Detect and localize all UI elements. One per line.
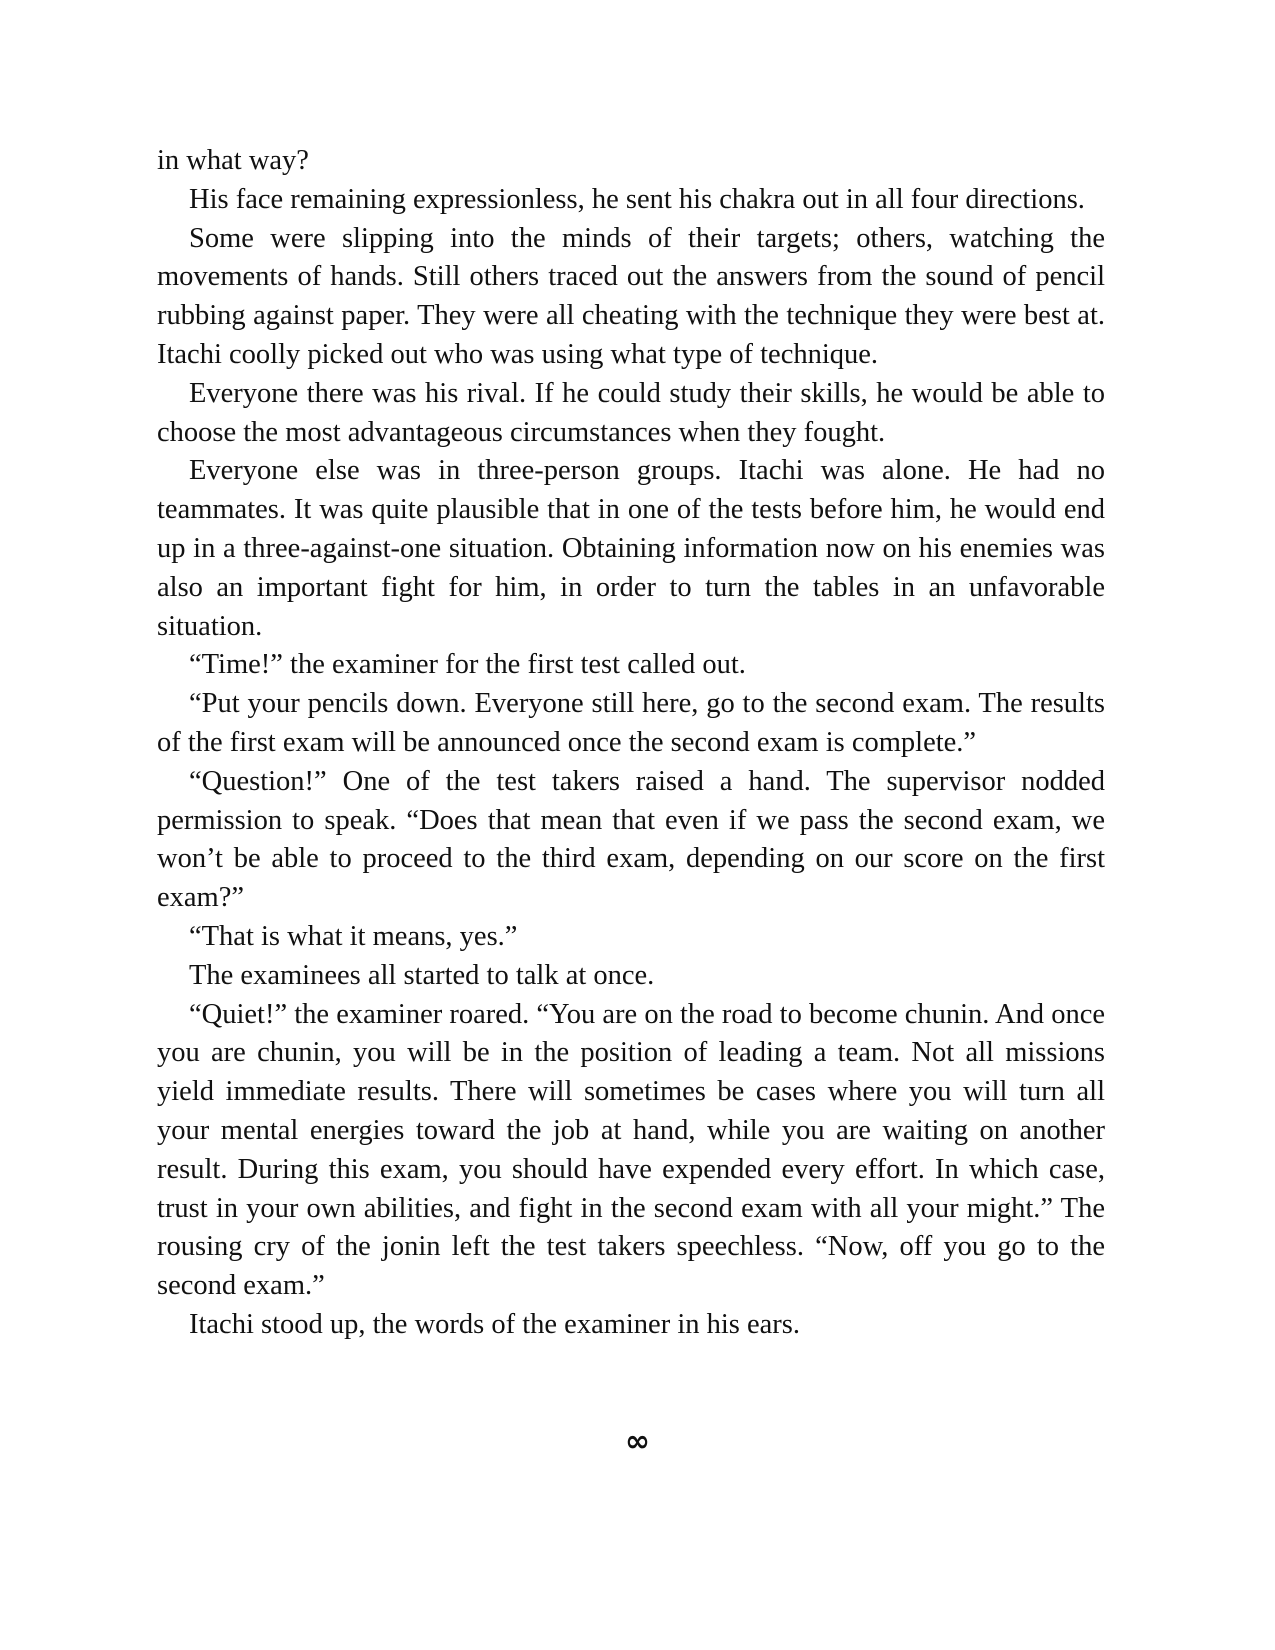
paragraph-itachi-stood: Itachi stood up, the words of the examiner in his ears.: [189, 1308, 801, 1340]
paragraph-chakra: His face remaining expressionless, he sent his chakra out in all four directions.: [189, 183, 1085, 215]
page-body: [157, 142, 1105, 1345]
paragraph-alone: Everyone else was in three-person groups. Itachi was alone. He had no teammates. It was quite plausible that in one of the tests before him, he would end up in a three-against-one situation. Obtaining information now on his enemies was also an important fight for him, in order to turn the tables in an unfavorable situation.: [157, 455, 1105, 642]
section-divider-glyph: ∞: [625, 1424, 650, 1459]
paragraph-question: “Question!” One of the test takers raised a hand. The supervisor nodded permission to speak. “Does that mean that even if we pass the second exam, we won’t be able to proceed to the third exam, depending on our score on the first exam?”: [157, 765, 1105, 914]
paragraph-rival: Everyone there was his rival. If he could study their skills, he would be able to choose the most advantageous circumstances when they fought.: [157, 377, 1105, 448]
paragraph-quiet: “Quiet!” the examiner roared. “You are on the road to become chunin. And once you are chunin, you will be in the position of leading a team. Not all missions yield immediate results. There will sometimes be cases where you will turn all your mental energies toward the job at hand, while you are waiting on another result. During this exam, you should have expended every effort. In which case, trust in your own abilities, and fight in the second exam with all your might.” The rousing cry of the jonin left the test takers speechless. “Now, off you go to the second exam.”: [157, 998, 1105, 1302]
paragraph-examinees-talk: The examinees all started to talk at once.: [189, 959, 655, 991]
paragraph-continuation: in what way?: [157, 145, 309, 176]
paragraph-cheating: Some were slipping into the minds of their targets; others, watching the movements of hands. Still others traced out the answers from the sound of pencil rubbing against paper. They were all cheating with the technique they were best at. Itachi coolly picked out who was using what type of technique.: [157, 222, 1105, 370]
paragraph-time: “Time!” the examiner for the first test called out.: [189, 649, 746, 681]
paragraph-pencils-down: “Put your pencils down. Everyone still here, go to the second exam. The results of the first exam will be announced once the second exam is complete.”: [157, 688, 1105, 758]
paragraph-answer: “That is what it means, yes.”: [189, 920, 518, 952]
